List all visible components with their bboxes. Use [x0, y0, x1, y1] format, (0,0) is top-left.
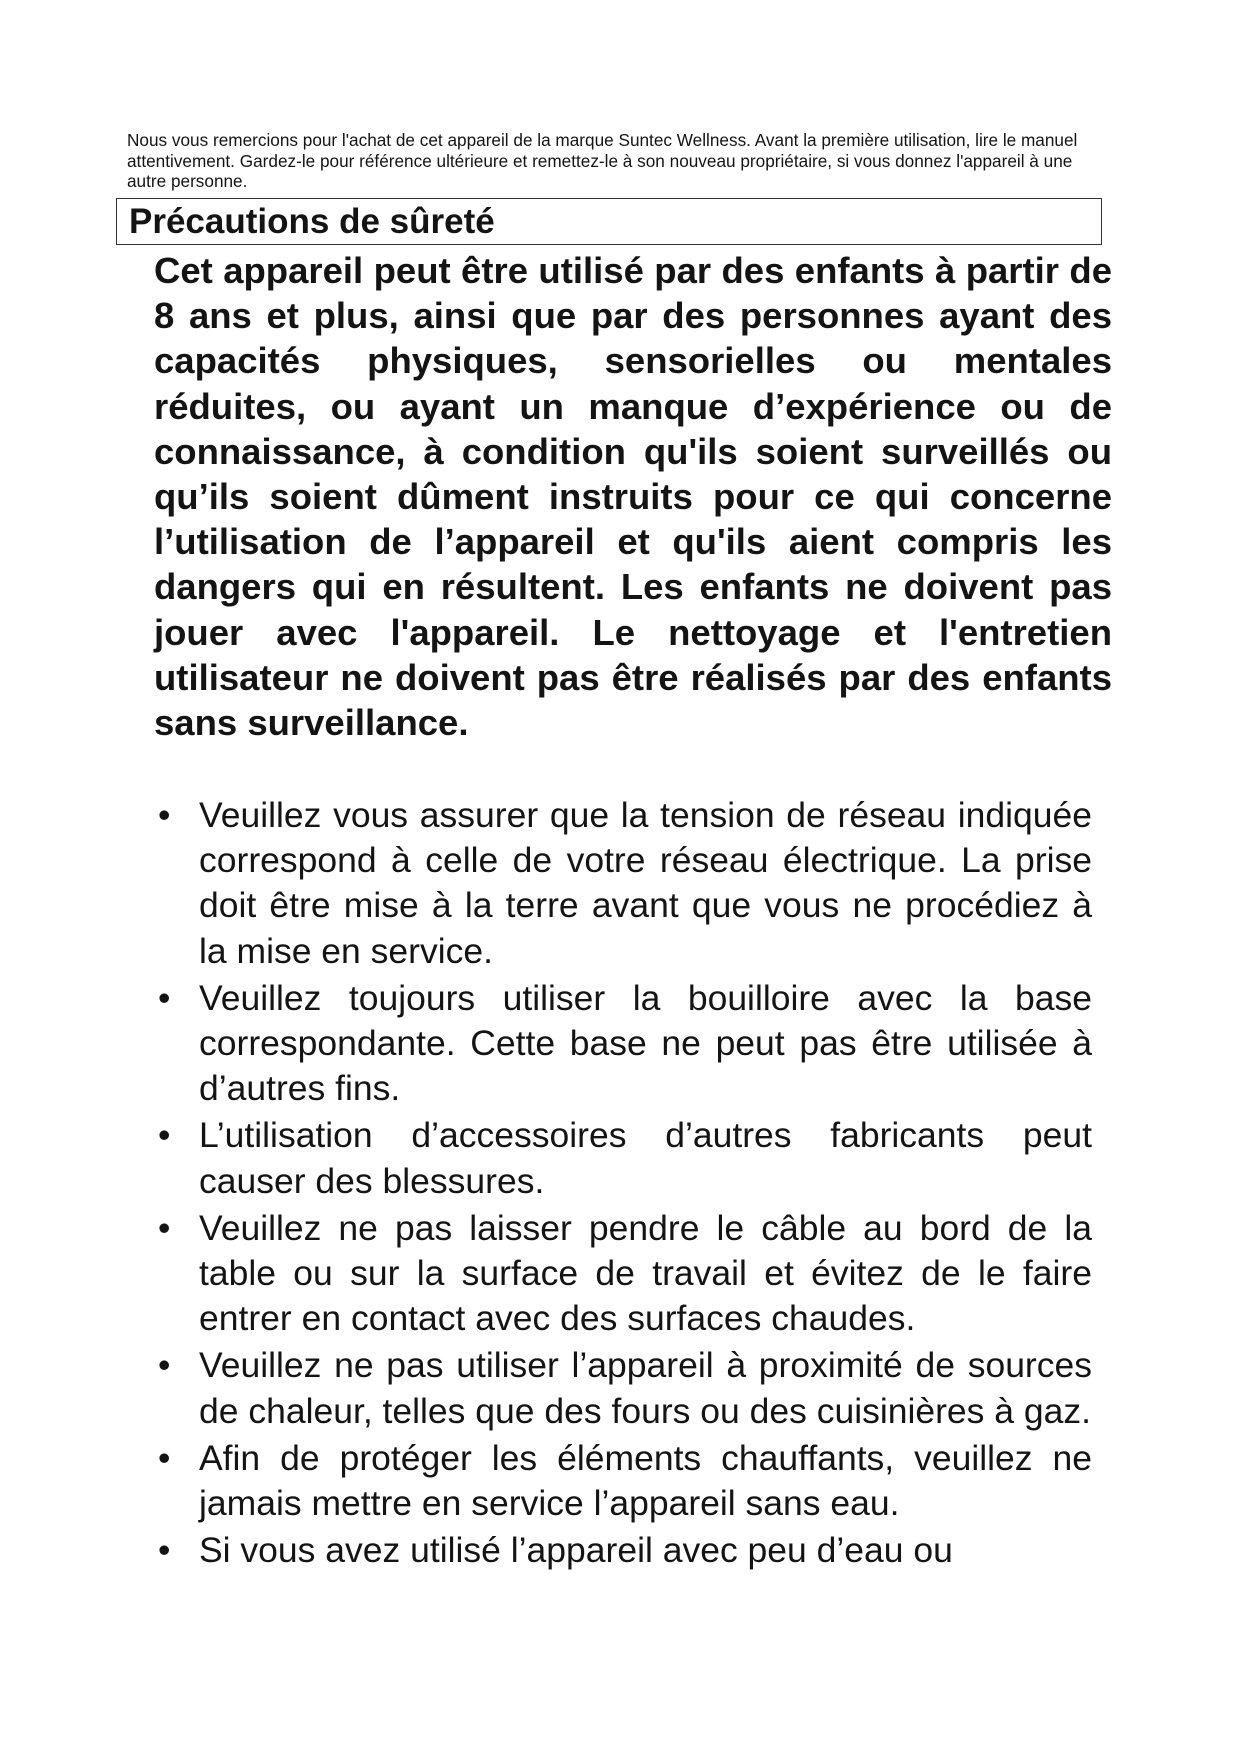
- bullet-icon: •: [158, 1437, 171, 1478]
- list-item-text: Veuillez toujours utiliser la bouilloire avec la base correspondante. Cette base ne peut pas être utilisée à d’autres fins.: [199, 977, 1092, 1109]
- safety-warning-paragraph: Cet appareil peut être utilisé par des enfants à partir de 8 ans et plus, ainsi que par des personnes ayant des capacités physiques, sensorielles ou mentales réduites, ou ayant un manque d’expérience ou de connaissance, à condition qu'ils soient surveillés ou qu’ils soient dûment instruits pour ce qui concerne l’utilisation de l’appareil et qu'ils aient compris les dangers qui en résultent. Les enfants ne doivent pas jouer avec l'appareil. Le nettoyage et l'entretien utilisateur ne doivent pas être réalisés par des enfants sans surveillance.: [154, 250, 1112, 744]
- bullet-icon: •: [158, 795, 171, 835]
- list-item-text: Veuillez ne pas laisser pendre le câble au bord de la table ou sur la surface de travail et évitez de le faire entrer en contact avec des surfaces chaudes.: [199, 1207, 1092, 1339]
- list-item: [154, 1343, 1092, 1433]
- list-item: [154, 1113, 1092, 1203]
- list-item: [154, 1436, 1092, 1526]
- list-item-text: Si vous avez utilisé l’appareil avec peu d’eau ou: [199, 1530, 953, 1571]
- list-item-text: Veuillez ne pas utiliser l’appareil à proximité de sources de chaleur, telles que des fours ou des cuisinières à gaz.: [199, 1345, 1092, 1431]
- list-item-text: Afin de protéger les éléments chauffants, veuillez ne jamais mettre en service l’appareil sans eau.: [199, 1437, 1092, 1524]
- list-item: [154, 1206, 1092, 1342]
- bullet-icon: •: [158, 1530, 171, 1571]
- bullet-icon: •: [158, 1115, 171, 1156]
- list-item: [154, 976, 1092, 1112]
- list-item: [154, 793, 1092, 974]
- bullet-icon: •: [158, 1345, 171, 1386]
- list-item-text: Veuillez vous assurer que la tension de réseau indiquée correspond à celle de votre réseau électrique. La prise doit être mise à la terre avant que vous ne procédiez à la mise en service.: [199, 795, 1092, 971]
- intro-paragraph: Nous vous remercions pour l'achat de cet appareil de la marque Suntec Wellness. Avant la première utilisation, lire le manuel attentivement. Gardez-le pour référence ultérieure et remettez-le à son nouveau propriétaire, si vous donnez l'appareil à une autre personne.: [127, 130, 1078, 191]
- list-item: [154, 1528, 1092, 1573]
- precautions-list: [154, 793, 1092, 1575]
- bullet-icon: •: [158, 977, 171, 1018]
- list-item-text: L’utilisation d’accessoires d’autres fabricants peut causer des blessures.: [199, 1115, 1092, 1201]
- section-title-box: [116, 198, 1102, 245]
- bullet-icon: •: [158, 1207, 171, 1248]
- section-title: Précautions de sûreté: [129, 202, 495, 241]
